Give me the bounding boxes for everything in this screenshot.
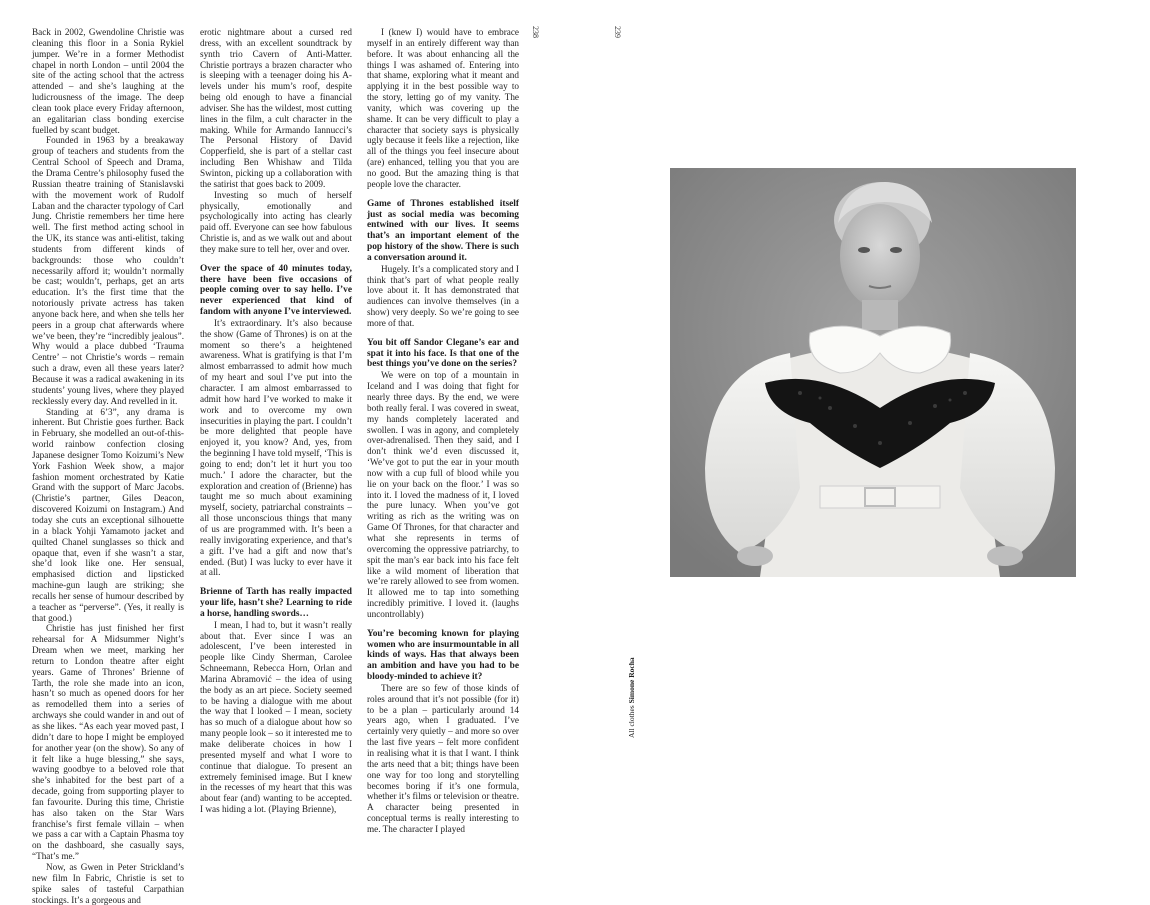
credit-label: All clothes: [627, 705, 636, 738]
body-paragraph: I mean, I had to, but it wasn’t really about that. Ever since I was an adolescent, I’ve been interested in people like Cindy Sherman, Carolee Schneemann, Rebecca Horn, Orlan and Marina Abramović – the idea of using the body as an art piece. Society seemed to be having a dialogue with me about the way that I looked – I mean, society has so much of a dialogue about how so many people look – so it interested me to make deliberate choices in how I presented myself and what I wore to continue that dialogue. To present an extremely feminised image. But I knew in the recesses of my heart that this was about fear (and) wanting to be accepted. I was hiding a lot. (Playing Brienne),: [200, 619, 352, 815]
column-3: [367, 27, 519, 835]
interview-question: Over the space of 40 minutes today, there have been five occasions of people coming over to say hello. I’ve never experienced that kind of fandom with anyone I’ve interviewed.: [200, 263, 352, 318]
body-paragraph: Standing at 6’3”, any drama is inherent. But Christie goes further. Back in February, she modelled an out-of-this-world rainbow confection closing Japanese designer Tomo Koizumi’s New York Fashion Week show, a major fashion moment orchestrated by Katie Grand with the support of Marc Jacobs. (Christie’s partner, Giles Deacon, discovered Koizumi on Instagram.) And today she cuts an exceptional silhouette in a black Yohji Yamamoto jacket and quilted Chanel sunglasses so thick and opaque that, even if she wasn’t a star, she’d look like one. Her sensual, emphasised diction and lipsticked machine-gun laugh are striking; she recalls her sense of humour described by a teacher as “perverse”. (Yes, it really is that good.): [32, 406, 184, 623]
interview-question: You bit off Sandor Clegane’s ear and spat it into his face. Is that one of the best things you’ve done on the series?: [367, 337, 519, 370]
portrait-illustration: [670, 168, 1076, 577]
page-number-left: 238: [531, 26, 540, 38]
body-paragraph: It’s extraordinary. It’s also because the show (Game of Thrones) is on at the moment so there’s a heightened awareness. What is gratifying is that I’m almost embarrassed to admit how much of my heart and soul I’ve put into the character. I am almost embarrassed to admit how hard I’ve worked to make it work and to overcome my own insecurities in playing the part. I couldn’t be more delighted that people have enjoyed it, you know? And, yes, from the beginning I have told myself, ‘This is going to end; don’t let it hurt you too much.’ I adore the character, but the exploration and creation of (Brienne) has taught me so much about examining myself, society, patriarchal constraints – all those unconscious things that many of us are programmed with. It’s been a really invigorating experience, and that’s a gift. I’ve had a gift and now that’s ended. (But) I was lucky to ever have it at all.: [200, 317, 352, 578]
interview-question: Game of Thrones established itself just as social media was becoming entwined with our lives. It seems that’s an important element of the pop history of the show. There is such a conversation around it.: [367, 198, 519, 263]
body-paragraph: Back in 2002, Gwendoline Christie was cleaning this floor in a Sonia Rykiel jumper. We’re in a former Methodist chapel in north London – until 2004 the site of the acting school that the actress attended – and she’s laughing at the ludicrousness of the image. The deep clean took place every Friday afternoon, an egalitarian class bonding exercise fuelled by scant budget.: [32, 27, 184, 135]
body-paragraph: Christie has just finished her first rehearsal for A Midsummer Night’s Dream when we meet, marking her return to London theatre after eight years. Game of Thrones’ Brienne of Tarth, the role she made into an icon, hasn’t so much as opened doors for her as remodelled them into a series of archways she could wander in and out of as she likes. “As each year moved past, I didn’t dare to hope I might be employed for another year (on the show). So any of it felt like a huge blessing,” she says, waving goodbye to a beloved role that she’s inhabited for the best part of a decade, going from supporting player to fan favourite. During this time, Christie has also taken on the Star Wars franchise’s first female villain – when we pass a car with a Captain Phasma toy on the dashboard, she casually says, “That’s me.”: [32, 623, 184, 862]
body-paragraph: We were on top of a mountain in Iceland and I was doing that fight for nearly three days. By the end, we were both really feral. I was covered in sweat, my hands completely lacerated and swollen. I was in agony, and completely over-adrenalised. Then they said, and I don’t think we’d even discussed it, ‘We’ve got to put the ear in your mouth now with a cup full of blood while you lie on your back on the floor.’ I was so into it. I loved the madness of it, I loved the pure lunacy. When you’ve got writing as rich as the writing was on Game Of Thrones, for that character and what she represents in terms of overcoming the oppressive patriarchy, to spit the man’s ear back into his face felt like a wild moment of liberation that we’re rarely allowed to see from women. It allowed me to tap into something incredibly primitive. I loved it. (laughs uncontrollably): [367, 370, 519, 619]
body-paragraph: Founded in 1963 by a breakaway group of teachers and students from the Central School of Speech and Drama, the Drama Centre’s philosophy fused the Russian theatre training of Stanislavski with the movement work of Rudolf Laban and the character typology of Carl Jung. Christie remembers her time here well. The first method acting school in the UK, its stance was anti-elitist, taking students from different kinds of backgrounds: those who couldn’t necessarily afford it; wouldn’t normally be cast; wouldn’t, perhaps, get an arts education. It’s the first time that the notoriously private actress has taken anyone back here, and when she tells her peers in a group chat afterwards where we’ve been, they’re “incredibly jealous”. Why would a place dubbed ‘Trauma Centre’ – not Christie’s words – remain such a draw, even all these years later? Because it was a radical awakening in its students’ young lives, where they played recklessly every day. And revelled in it.: [32, 135, 184, 406]
page-number-right: 239: [613, 26, 622, 38]
interview-question: You’re becoming known for playing women who are insurmountable in all kinds of ways. Has that always been an ambition and have you had to be bloody-minded to achieve it?: [367, 628, 519, 683]
body-paragraph: I (knew I) would have to embrace myself in an entirely different way than before. It was about enhancing all the things I was ashamed of. Entering into that shame, exploring what it meant and applying it in the best possible way to the story, letting go of my vanity. The vanity, which was covering up the shame. It can be very difficult to play a character that society says is physically ugly because it feels like a rejection, like all of the things you feel insecure about (are) enhanced, telling you that you are no good. But the amazing thing is that people love the character.: [367, 27, 519, 189]
photo-credit: [627, 657, 636, 738]
body-paragraph: erotic nightmare about a cursed red dress, with an excellent soundtrack by synth trio Cavern of Anti-Matter. Christie portrays a brazen character who is sleeping with a teenager doing his A-levels under his mum’s roof, despite being old enough to have a financial adviser. She has the wildest, most cutting lines in the film, a cult character in the making. While for Armando Iannucci’s The Personal History of David Copperfield, she is part of a stellar cast including Ben Whishaw and Tilda Swinton, picking up a collaboration with the satirist that goes back to 2009.: [200, 27, 352, 189]
column-1: [32, 27, 184, 905]
body-paragraph: There are so few of those kinds of roles around that it’s not possible (for it) to be a plan – particularly around 14 years ago, when I graduated. I’ve certainly very quietly – and more so over the last five years – felt more confident in realising what it is that I want. I think the arts need that a bit; things have been one way for too long and storytelling becomes boring if it’s one formula, whether it’s films or television or theatre. A character being presented in conceptual terms is really interesting to me. The character I played: [367, 682, 519, 834]
portrait-photo: [670, 168, 1076, 577]
interview-question: Brienne of Tarth has really impacted your life, hasn’t she? Learning to ride a horse, handling swords…: [200, 587, 352, 619]
body-paragraph: Hugely. It’s a complicated story and I think that’s part of what people really love about it. It has demonstrated that audiences can involve themselves (in a show) very deeply. So we’re going to see more of that.: [367, 263, 519, 328]
body-paragraph: Now, as Gwen in Peter Strickland’s new film In Fabric, Christie is set to spike sales of tasteful Carpathian stockings. It’s a gorgeous and: [32, 861, 184, 905]
credit-name: Simone Rocha: [627, 657, 636, 704]
body-paragraph: Investing so much of herself physically, emotionally and psychologically into acting has clearly paid off. Everyone can see how fabulous Christie is, and as we walk out and about they make sure to tell her, over and over.: [200, 189, 352, 254]
column-2: [200, 27, 352, 815]
